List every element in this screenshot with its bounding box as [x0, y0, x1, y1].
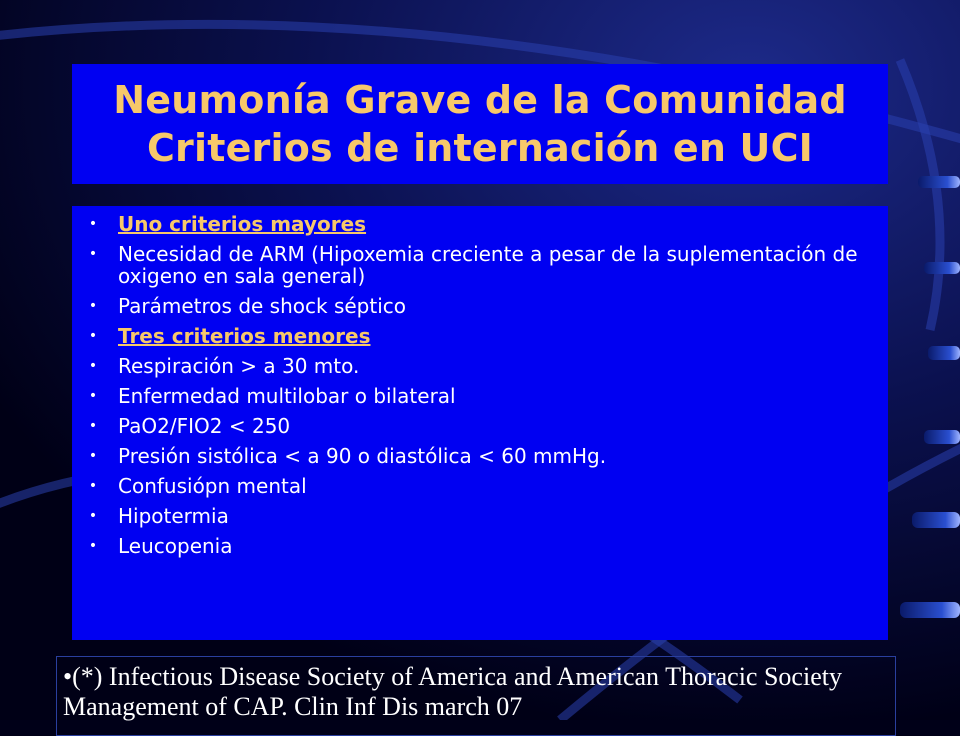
content-box: [72, 206, 888, 640]
bullet-icon: •: [88, 478, 98, 494]
list-item: [86, 475, 876, 497]
list-item: [86, 385, 876, 407]
list-item-text: Presión sistólica < a 90 o diastólica < 60 mmHg.: [118, 444, 607, 468]
criteria-list: [86, 213, 876, 565]
bullet-icon: •: [88, 358, 98, 374]
title-box: [72, 64, 888, 184]
bullet-icon: •: [88, 328, 98, 344]
bullet-icon: •: [88, 246, 98, 262]
list-item-text: Necesidad de ARM (Hipoxemia creciente a pesar de la suplementación de oxigeno en sala general): [118, 242, 858, 288]
list-item-text: Parámetros de shock séptico: [118, 294, 406, 318]
list-item-text: Hipotermia: [118, 504, 229, 528]
list-item: [86, 535, 876, 557]
list-item-text: Enfermedad multilobar o bilateral: [118, 384, 456, 408]
list-item-text: Leucopenia: [118, 534, 233, 558]
bullet-icon: •: [88, 508, 98, 524]
bullet-icon: •: [88, 448, 98, 464]
bullet-icon: •: [88, 388, 98, 404]
list-item: [86, 505, 876, 527]
bullet-icon: •: [88, 418, 98, 434]
list-item-text: Tres criterios menores: [118, 324, 371, 348]
list-item: [86, 213, 876, 235]
list-item: [86, 325, 876, 347]
list-item-text: Uno criterios mayores: [118, 212, 367, 236]
slide-title-line-1: Neumonía Grave de la Comunidad: [113, 78, 847, 122]
list-item: [86, 445, 876, 467]
list-item: [86, 415, 876, 437]
bullet-icon: •: [88, 538, 98, 554]
bullet-icon: •: [88, 298, 98, 314]
list-item-text: PaO2/FIO2 < 250: [118, 414, 291, 438]
list-item-text: Respiración > a 30 mto.: [118, 354, 360, 378]
list-item-text: Confusiópn mental: [118, 474, 307, 498]
slide-title-line-2: Criterios de internación en UCI: [146, 126, 814, 170]
list-item: [86, 295, 876, 317]
bullet-icon: •: [88, 216, 98, 232]
footnote-citation: •(*) Infectious Disease Society of America and American Thoracic Society Management of CAP. Clin Inf Dis march 07: [56, 656, 896, 736]
list-item: [86, 355, 876, 377]
list-item: [86, 243, 876, 287]
